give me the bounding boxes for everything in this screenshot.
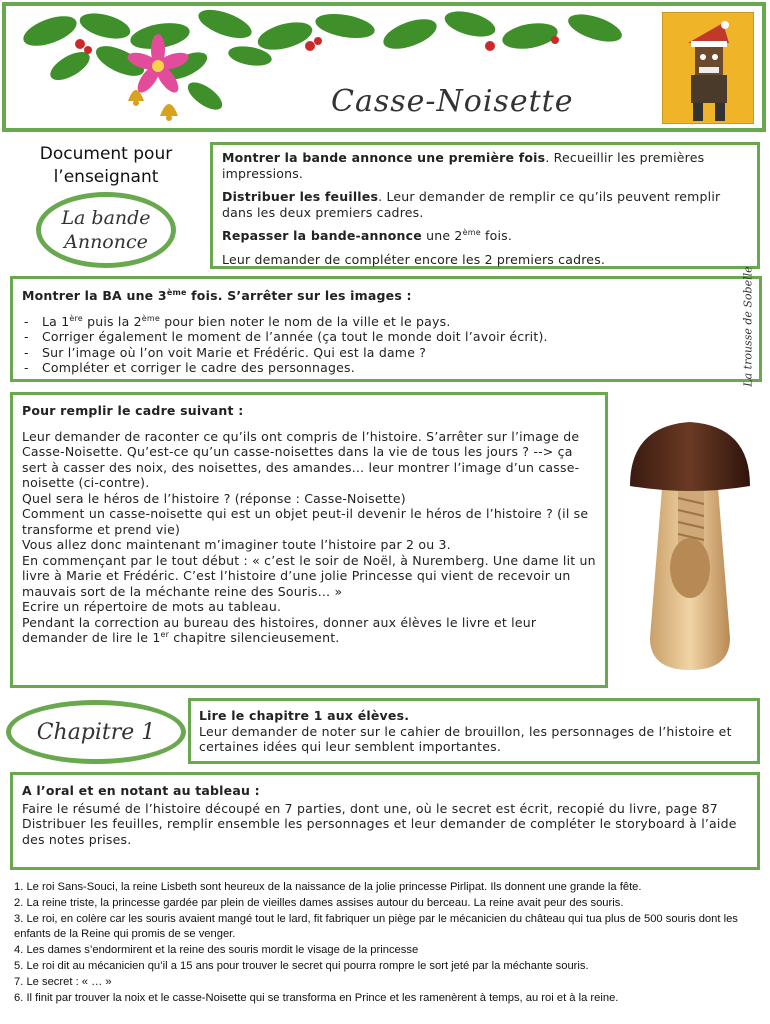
wooden-nutcracker-image	[618, 408, 762, 678]
nutcracker-image	[662, 12, 754, 124]
section-oval-chapitre	[6, 700, 186, 764]
section-oval-bande-annonce	[36, 192, 176, 268]
summary-item: 5. Le roi dit au mécanicien qu’il a 15 ans pour trouver le secret qui pourra rompre le sort jeté par la méchante souris.	[14, 959, 589, 972]
summary-item: 7. Le secret : « … »	[14, 975, 112, 988]
page-title: Casse-Noisette	[331, 84, 574, 119]
box-oral: A l’oral et en notant au tableau : Faire le résumé de l’histoire découpé en 7 parties, dont une, où le secret est écrit, recopié du livre, page 87 Distribuer les feuilles, remplir ensemble les personnages et leur demander de compléter le storyboard à l’aide des notes prises.	[10, 772, 760, 870]
document-label: Document pour l’enseignant	[39, 144, 173, 187]
oval-label: Chapitre 1	[36, 719, 156, 745]
bells	[128, 90, 178, 121]
summary-item: 3. Le roi, en colère car les souris avaient mangé tout le lard, fit fabriquer un piège par le mécanicien du château qui tua plus de 500 souris dont les enfants de la Reine qui promis de se venger.	[14, 912, 738, 941]
list-item: - Corriger également le moment de l’année (ça tout le monde doit l’avoir écrit).	[22, 329, 750, 345]
signature: La trousse de Sobelle	[741, 266, 755, 387]
box-images: Montrer la BA une 3ème fois. S’arrêter sur les images : - La 1ère puis la 2ème pour bien noter le nom de la ville et le pays. - Corriger également le moment de l’année (ça tout le monde doit l’avoir écrit). - Sur l’image où l’on voit Marie et Frédéric. Qui est la dame ? - Compléter et corriger le cadre des personnages.	[10, 276, 762, 382]
box-cadre-suivant: Pour remplir le cadre suivant : Leur demander de raconter ce qu’ils ont compris de l’histoire. S’arrêter sur l’image de Casse-Noisette. Qu’est-ce qu’un casse-noisettes dans la vie de tous les jours ? --> ça sert à casser des noix, des noisettes, des amandes… leur montrer l’image d’un casse-noisette (ci-contre). Quel sera le héros de l’histoire ? (réponse : Casse-Noisette) Comment un casse-noisette qui est un objet peut-il devenir le héros de l’histoire ? (il se transforme et prend vie) Vous allez donc maintenant m’imaginer toute l’histoire par 2 ou 3. En commençant par le tout début : « c’est le soir de Noël, à Nuremberg. Une dame lit un livre à Marie et Frédéric. C’est l’histoire d’une jolie Princesse qui vient de recevoir un mauvais sort de la méchante reine des Souris… » Ecrire un répertoire de mots au tableau. Pendant la correction au bureau des histoires, donner aux élèves le livre et leur demander de lire le 1er chapitre silencieusement.	[10, 392, 608, 688]
header-banner	[2, 2, 766, 132]
oval-label: La bande Annonce	[61, 207, 151, 253]
box-chapitre-1: Lire le chapitre 1 aux élèves. Leur demander de noter sur le cahier de brouillon, les personnages de l’histoire et certaines idées qui leur semblent importantes.	[188, 698, 760, 764]
summary-item: 2. La reine triste, la princesse gardée par plein de vieilles dames assises autour du berceau. La reine avait peur des souris.	[14, 896, 624, 909]
list-item: - Compléter et corriger le cadre des personnages.	[22, 360, 750, 376]
list-item: - La 1ère puis la 2ème pour bien noter le nom de la ville et le pays.	[22, 314, 750, 330]
summary-item: 1. Le roi Sans-Souci, la reine Lisbeth sont heureux de la naissance de la jolie princesse Pirlipat. Ils donnent une grande la fête.	[14, 881, 642, 893]
box-bande-annonce: Montrer la bande annonce une première fois. Recueillir les premières impressions. Distribuer les feuilles. Leur demander de remplir ce qu’ils peuvent remplir dans les deux premiers cadres. Repasser la bande-annonce une 2ème fois. Leur demander de compléter encore les 2 premiers cadres.	[210, 142, 760, 269]
story-summary-list	[14, 880, 758, 1006]
summary-item: 4. Les dames s’endormirent et la reine des souris mordit le visage de la princesse	[14, 944, 419, 957]
summary-item: 6. Il finit par trouver la noix et le casse-Noisette qui se transforma en Prince et les ramenèrent à temps, au roi et à la reine.	[14, 991, 619, 1004]
list-item: - Sur l’image où l’on voit Marie et Frédéric. Qui est la dame ?	[22, 345, 750, 361]
